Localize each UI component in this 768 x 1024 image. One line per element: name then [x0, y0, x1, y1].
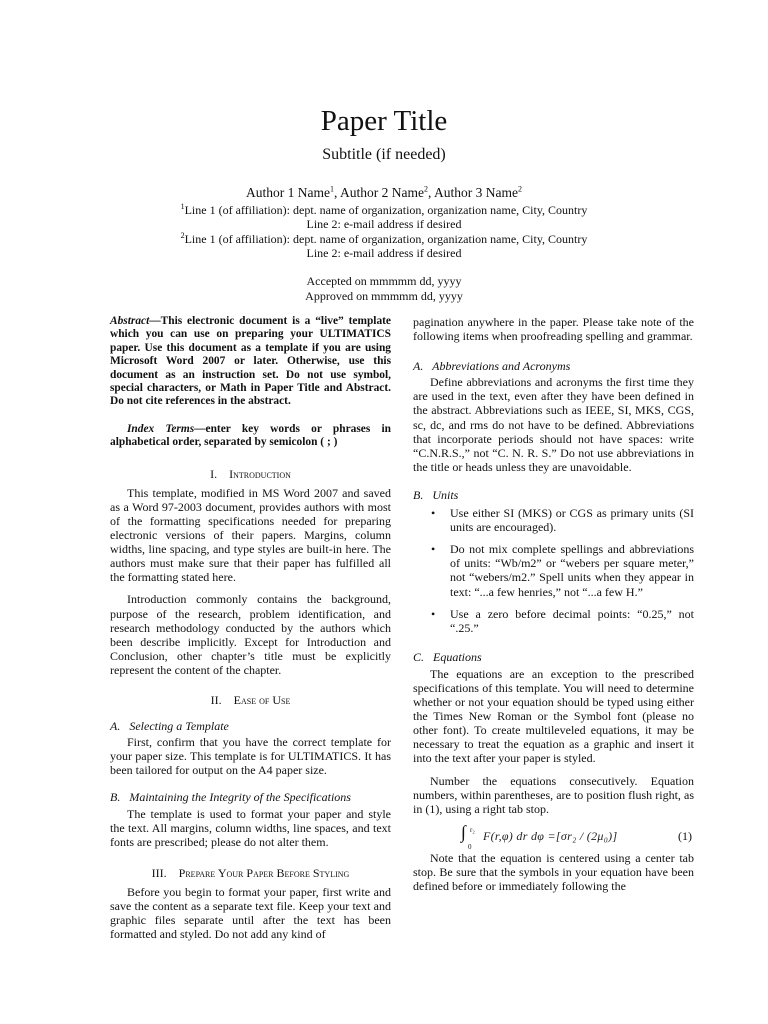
intro-paragraph-1: This template, modified in MS Word 2007 and saved as a Word 97-2003 document, provides authors with most of the formatting specifications needed for preparing electronic versions of their papers. Margins, column widths, line spacing, and type styles are built-in here. The authors must make sure that their paper has fulfilled all the formatting stated here.: [110, 485, 391, 585]
section-title: Introduction: [229, 466, 291, 481]
author-sup: 2: [517, 184, 522, 194]
subsection-heading: A. Selecting a Template: [110, 719, 229, 734]
affiliation-line2: Line 2: e-mail address if desired: [306, 217, 462, 231]
abstract: [110, 315, 391, 409]
index-terms: [110, 423, 391, 450]
affiliation-sup: 2: [180, 231, 185, 240]
integral-lower-limit: 0: [468, 842, 472, 851]
integral-upper-limit: r₂: [470, 825, 475, 834]
author-sup: 1: [329, 184, 334, 194]
section-number: I.: [210, 466, 218, 481]
paper-subtitle: Subtitle (if needed): [322, 146, 446, 163]
author-sup: 2: [423, 184, 428, 194]
equation-number: (1): [678, 828, 692, 843]
author-name: Author 3 Name: [434, 185, 518, 200]
section-number: II.: [210, 692, 222, 707]
index-terms-label: Index Terms: [127, 422, 195, 435]
author-name: Author 2 Name: [340, 185, 424, 200]
list-item: • Use either SI (MKS) or CGS as primary units (SI units are encouraged).: [413, 506, 694, 534]
equations-paragraph-3: Note that the equation is centered using a center tab stop. Be sure that the symbols in your equation have been defined before or immediately following the: [413, 850, 694, 893]
dates-block: [0, 274, 768, 303]
section-heading-2: [110, 693, 391, 707]
paper-title: Paper Title: [320, 105, 448, 137]
styling-paragraph: Before you begin to format your paper, first write and save the content as a separate text file. Keep your text and graphic files separate until after the text has been formatted and styled. Do not add any kind of: [110, 884, 391, 942]
accepted-date: Accepted on mmmmm dd, yyyy: [306, 274, 462, 288]
affiliation-line1: Line 1 (of affiliation): dept. name of organization, organization name, City, Country: [184, 232, 588, 246]
section-title: Ease of Use: [233, 692, 291, 707]
list-item: • Use a zero before decimal points: “0.25,” not “.25.”: [413, 607, 694, 635]
subsection-heading: A. Abbreviations and Acronyms: [413, 359, 571, 374]
subsection-heading: B. Maintaining the Integrity of the Specifications: [110, 790, 351, 805]
section-title: Prepare Your Paper Before Styling: [178, 865, 350, 880]
affiliation-1: [0, 203, 768, 231]
template-paragraph: First, confirm that you have the correct template for your paper size. This template is for ULTIMATICS. It has been tailored for output on the A4 paper size.: [110, 735, 391, 778]
affiliation-line1: Line 1 (of affiliation): dept. name of organization, organization name, City, Country: [184, 203, 588, 217]
index-terms-text: —enter key words or phrases in alphabetical order, separated by semicolon ( ; ): [110, 422, 391, 449]
integral-sign: ∫: [461, 821, 466, 842]
author-name: Author 1 Name: [246, 185, 330, 200]
equations-paragraph-1: The equations are an exception to the prescribed specifications of this template. You will need to determine whether or not your equation should be typed using either the Times New Roman or the Symbol font (please no other font). To create multileveled equations, it may be necessary to treat the equation as a graphic and insert it into the text after your paper is styled.: [413, 666, 694, 766]
affiliation-line2: Line 2: e-mail address if desired: [306, 246, 462, 260]
left-column: [110, 315, 391, 941]
affiliation-2: [0, 232, 768, 260]
list-item: • Do not mix complete spellings and abbreviations of units: “Wb/m2” or “webers per square meter,” not “webers/m2.” Spell units when they appear in text: “...a few henries,” not “...a few H.”: [413, 542, 694, 598]
section-heading-3: [110, 866, 391, 880]
integrity-paragraph: The template is used to format your paper and style the text. All margins, column widths, line spaces, and text fonts are prescribed; please do not alter them.: [110, 806, 391, 849]
abbreviations-paragraph: Define abbreviations and acronyms the first time they are used in the text, even after they have been defined in the abstract. Abbreviations such as IEEE, SI, MKS, CGS, sc, dc, and rms do not have to be defined. Abbreviations that incorporate periods should not have spaces: write “C.N.R.S.,” not “C. N. R. S.” Do not use abbreviations in the title or heads unless they are unavoidable.: [413, 375, 694, 474]
section-heading-1: [110, 467, 391, 481]
abstract-label: Abstract: [110, 315, 150, 327]
equation-1: [413, 821, 694, 851]
subsection-heading: C. Equations: [413, 649, 482, 664]
right-column: [413, 315, 694, 893]
approved-date: Approved on mmmmm dd, yyyy: [305, 288, 463, 303]
subsection-heading: B. Units: [413, 487, 459, 502]
equations-paragraph-2: Number the equations consecutively. Equation numbers, within parentheses, are to position flush right, as in (1), using a right tab stop.: [413, 773, 694, 816]
units-list: [413, 506, 694, 635]
continued-paragraph: pagination anywhere in the paper. Please take note of the following items when proofreading spelling and grammar.: [413, 315, 694, 344]
intro-paragraph-2: Introduction commonly contains the background, purpose of the research, problem identification, and research methodology conducted by the authors which been describe implicitly. Except for Introduction and Conclusion, other chapter’s title must be explicitly represent the content of the chapter.: [110, 592, 391, 677]
affiliation-sup: 1: [180, 202, 185, 211]
equation-body: F(r,φ) dr dφ =[σr₂ / (2μ₀)]: [483, 828, 618, 843]
abstract-text: —This electronic document is a “live” template which you can use on preparing your ULTIMATICS paper. Use this document as a template if you are using Microsoft Word 2007 or later. Otherwise, use this document as an instruction set. Do not use symbol, special characters, or Math in Paper Title and Abstract. Do not cite references in the abstract.: [110, 315, 391, 408]
section-number: III.: [151, 865, 167, 880]
author-line: Author 1 Name$^1$, Author 2 Name$^2$, Author 3 Name$^2$: [246, 184, 522, 200]
